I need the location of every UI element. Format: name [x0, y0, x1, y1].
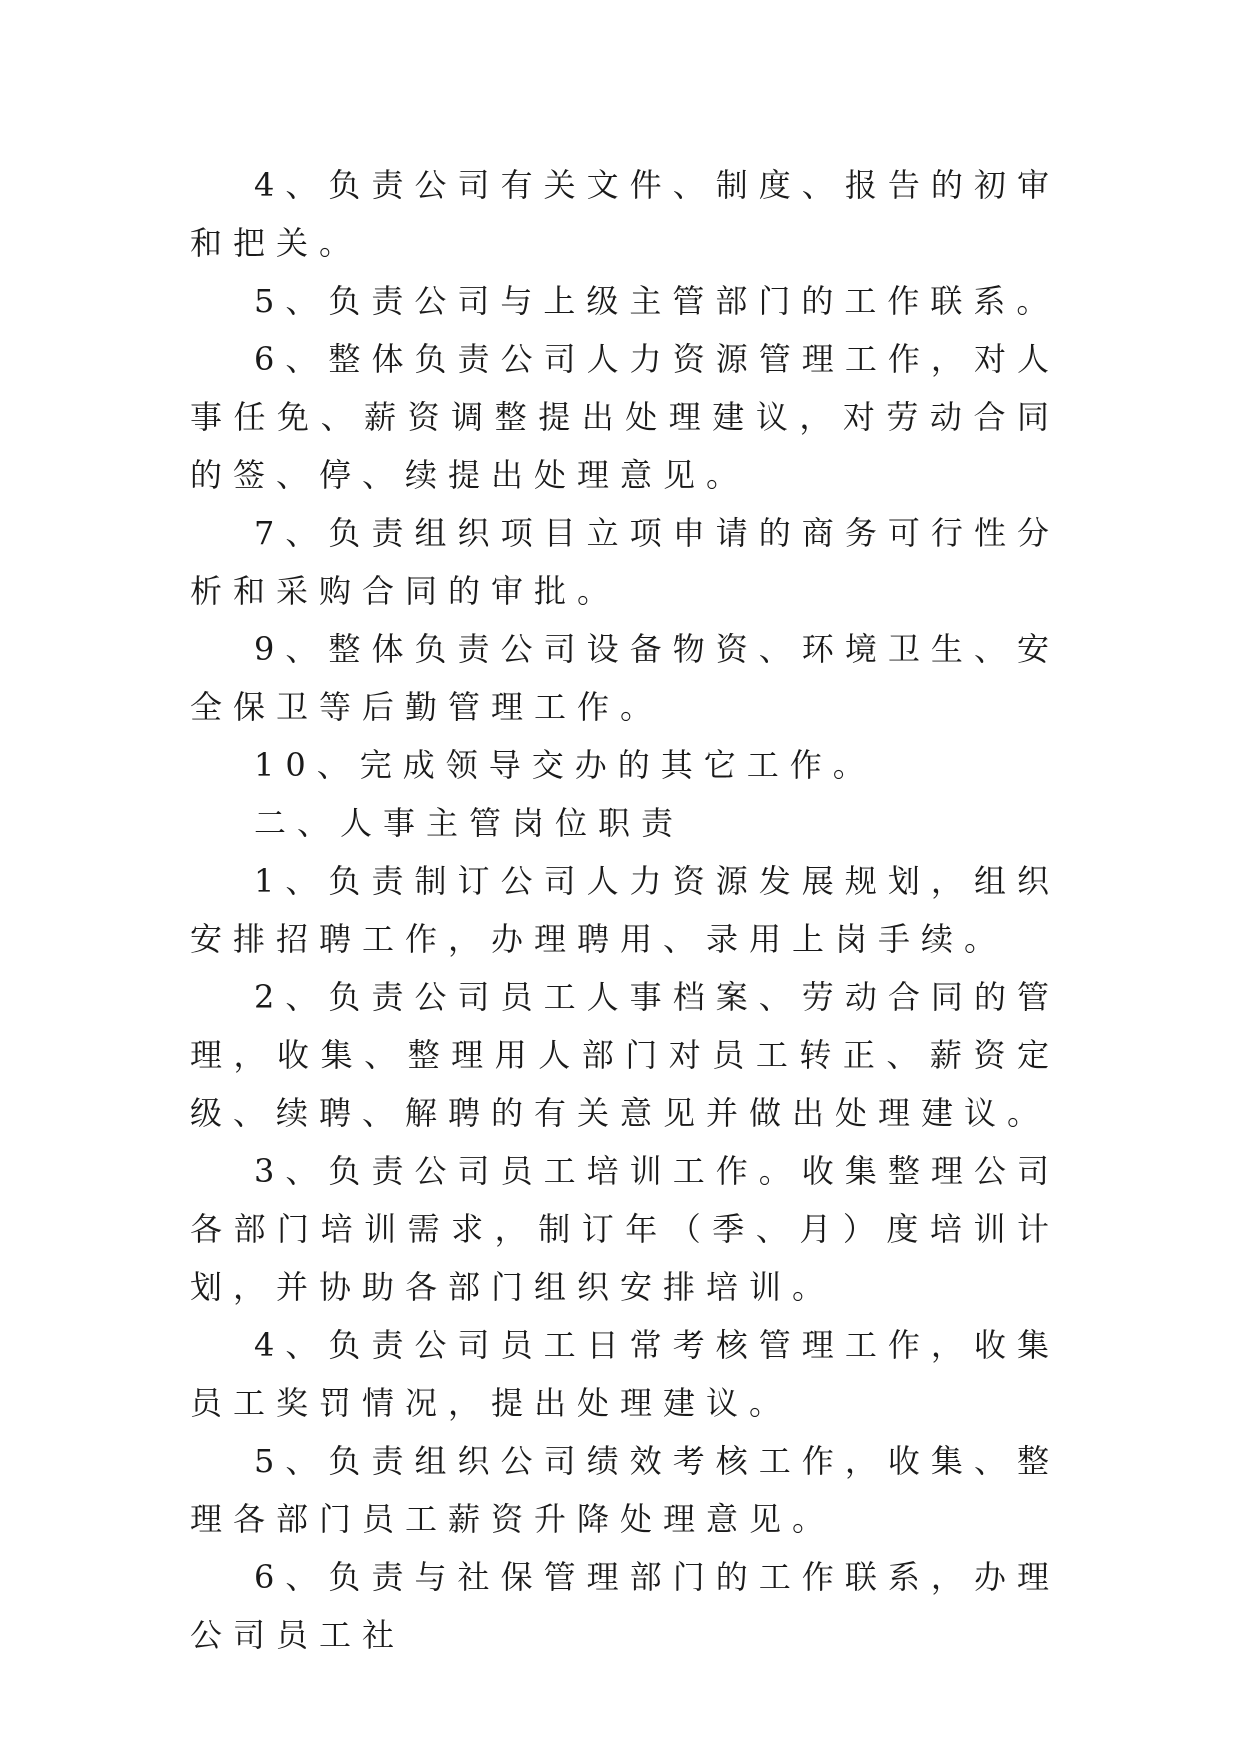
paragraph-hr-duty-3: 3、负责公司员工培训工作。收集整理公司各部门培训需求，制订年（季、月）度培训计划，并协助各部门组织安排培训。 — [190, 1152, 1060, 1306]
paragraph-hr-duty-5: 5、负责组织公司绩效考核工作，收集、整理各部门员工薪资升降处理意见。 — [190, 1442, 1060, 1538]
section-heading-hr-supervisor: 二、人事主管岗位职责 — [254, 804, 685, 842]
paragraph-hr-duty-6: 6、负责与社保管理部门的工作联系，办理公司员工社 — [190, 1558, 1060, 1654]
paragraph-duty-10: 10、完成领导交办的其它工作。 — [254, 746, 876, 784]
paragraph-hr-duty-4: 4、负责公司员工日常考核管理工作，收集员工奖罚情况，提出处理建议。 — [190, 1326, 1060, 1422]
paragraph-duty-6: 6、整体负责公司人力资源管理工作，对人事任免、薪资调整提出处理建议，对劳动合同的签、停、续提出处理意见。 — [190, 340, 1060, 494]
paragraph-duty-9: 9、整体负责公司设备物资、环境卫生、安全保卫等后勤管理工作。 — [190, 630, 1060, 726]
paragraph-duty-5: 5、负责公司与上级主管部门的工作联系。 — [254, 282, 1060, 320]
document-body — [190, 156, 1060, 1664]
paragraph-duty-4: 4、负责公司有关文件、制度、报告的初审和把关。 — [190, 166, 1060, 262]
paragraph-hr-duty-2: 2、负责公司员工人事档案、劳动合同的管理，收集、整理用人部门对员工转正、薪资定级、续聘、解聘的有关意见并做出处理建议。 — [190, 978, 1060, 1132]
paragraph-hr-duty-1: 1、负责制订公司人力资源发展规划，组织安排招聘工作，办理聘用、录用上岗手续。 — [190, 862, 1060, 958]
paragraph-duty-7: 7、负责组织项目立项申请的商务可行性分析和采购合同的审批。 — [190, 514, 1060, 610]
